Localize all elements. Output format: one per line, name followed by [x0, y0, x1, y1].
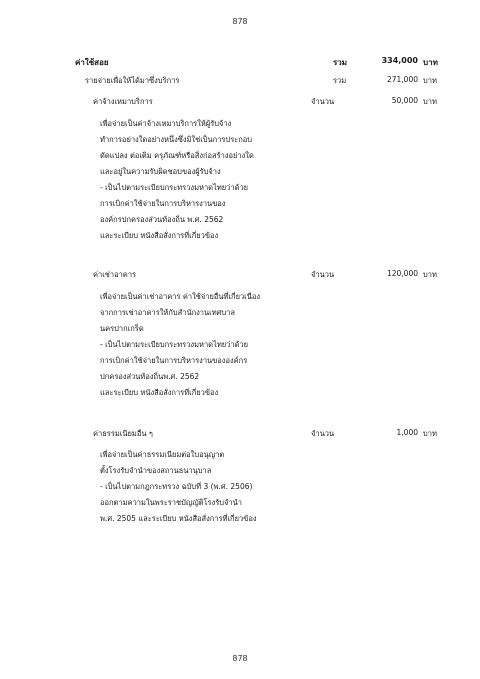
- section-total-unit: บาท: [423, 58, 438, 67]
- item-amount: 120,000: [386, 269, 418, 278]
- description-line: เพื่อจ่ายเป็นค่าเช่าอาคาร ค่าใช้จ่ายอื่นที่เกี่ยวเนื่อง: [100, 292, 261, 301]
- description-line: เพื่อจ่ายเป็นค่าจ้างเหมาบริการให้ผู้รับจ้าง: [100, 119, 232, 128]
- subsection-total-label: รวม: [333, 76, 347, 85]
- item-amount: 1,000: [396, 428, 418, 437]
- item-title: ค่าเช่าอาคาร: [93, 270, 137, 279]
- description-line: ทำการอย่างใดอย่างหนึ่งซึ่งมิใช่เป็นการประกอบ: [100, 135, 253, 144]
- description-line: - เป็นไปตามระเบียบกระทรวงมหาดไทยว่าด้วย: [100, 340, 249, 349]
- description-line: และระเบียบ หนังสือสั่งการที่เกี่ยวข้อง: [100, 231, 219, 240]
- description-line: การเบิกค่าใช้จ่ายในการบริหารงานขององค์กร: [100, 356, 248, 365]
- item-title: ค่าจ้างเหมาบริการ: [93, 97, 153, 106]
- description-line: และอยู่ในความรับผิดชอบของผู้รับจ้าง: [100, 167, 221, 176]
- description-line: ปกครองส่วนท้องถิ่นพ.ศ. 2562: [100, 372, 200, 381]
- description-line: นครปากเกร็ด: [100, 324, 144, 333]
- page-number-top: 878: [232, 17, 248, 26]
- description-line: องค์กรปกครองส่วนท้องถิ่น พ.ศ. 2562: [100, 215, 224, 224]
- item-description: [100, 116, 254, 244]
- subsection-title: รายจ่ายเพื่อให้ได้มาซึ่งบริการ: [85, 76, 180, 85]
- section-title: ค่าใช้สอย: [75, 58, 109, 67]
- subsection-total-amount: 271,000: [386, 75, 418, 84]
- description-line: และระเบียบ หนังสือสั่งการที่เกี่ยวข้อง: [100, 388, 219, 397]
- item-qty-label: จำนวน: [311, 270, 335, 279]
- item-unit: บาท: [423, 429, 437, 438]
- description-line: เพื่อจ่ายเป็นค่าธรรมเนียมต่อใบอนุญาต: [100, 450, 225, 459]
- page-number-bottom: 878: [232, 654, 248, 663]
- item-amount: 50,000: [391, 96, 418, 105]
- item-qty-label: จำนวน: [311, 97, 335, 106]
- description-line: จากการเช่าอาคารให้กับสำนักงานเทศบาล: [100, 308, 235, 317]
- description-line: - เป็นไปตามระเบียบกระทรวงมหาดไทยว่าด้วย: [100, 183, 249, 192]
- description-line: ดัดแปลง ต่อเติม ครุภัณฑ์หรือสิ่งก่อสร้างอย่างใด: [100, 151, 254, 160]
- description-line: ตั้งโรงรับจำนำของสถานธนานุบาล: [100, 466, 212, 475]
- section-total-amount: 334,000: [381, 56, 418, 65]
- item-unit: บาท: [423, 97, 437, 106]
- item-title: ค่าธรรมเนียมอื่น ๆ: [93, 429, 153, 438]
- section-total-label: รวม: [333, 58, 348, 67]
- description-line: ออกตามความในพระราชบัญญัติโรงรับจำนำ: [100, 498, 242, 507]
- item-qty-label: จำนวน: [311, 429, 335, 438]
- item-unit: บาท: [423, 270, 437, 279]
- item-description: [100, 447, 257, 527]
- item-description: [100, 289, 260, 401]
- subsection-total-unit: บาท: [423, 76, 437, 85]
- description-line: พ.ศ. 2505 และระเบียบ หนังสือสั่งการที่เกี่ยวข้อง: [100, 514, 257, 523]
- description-line: การเบิกค่าใช้จ่ายในการบริหารงานของ: [100, 199, 226, 208]
- description-line: - เป็นไปตามกฎกระทรวง ฉบับที่ 3 (พ.ศ. 2506): [100, 482, 253, 491]
